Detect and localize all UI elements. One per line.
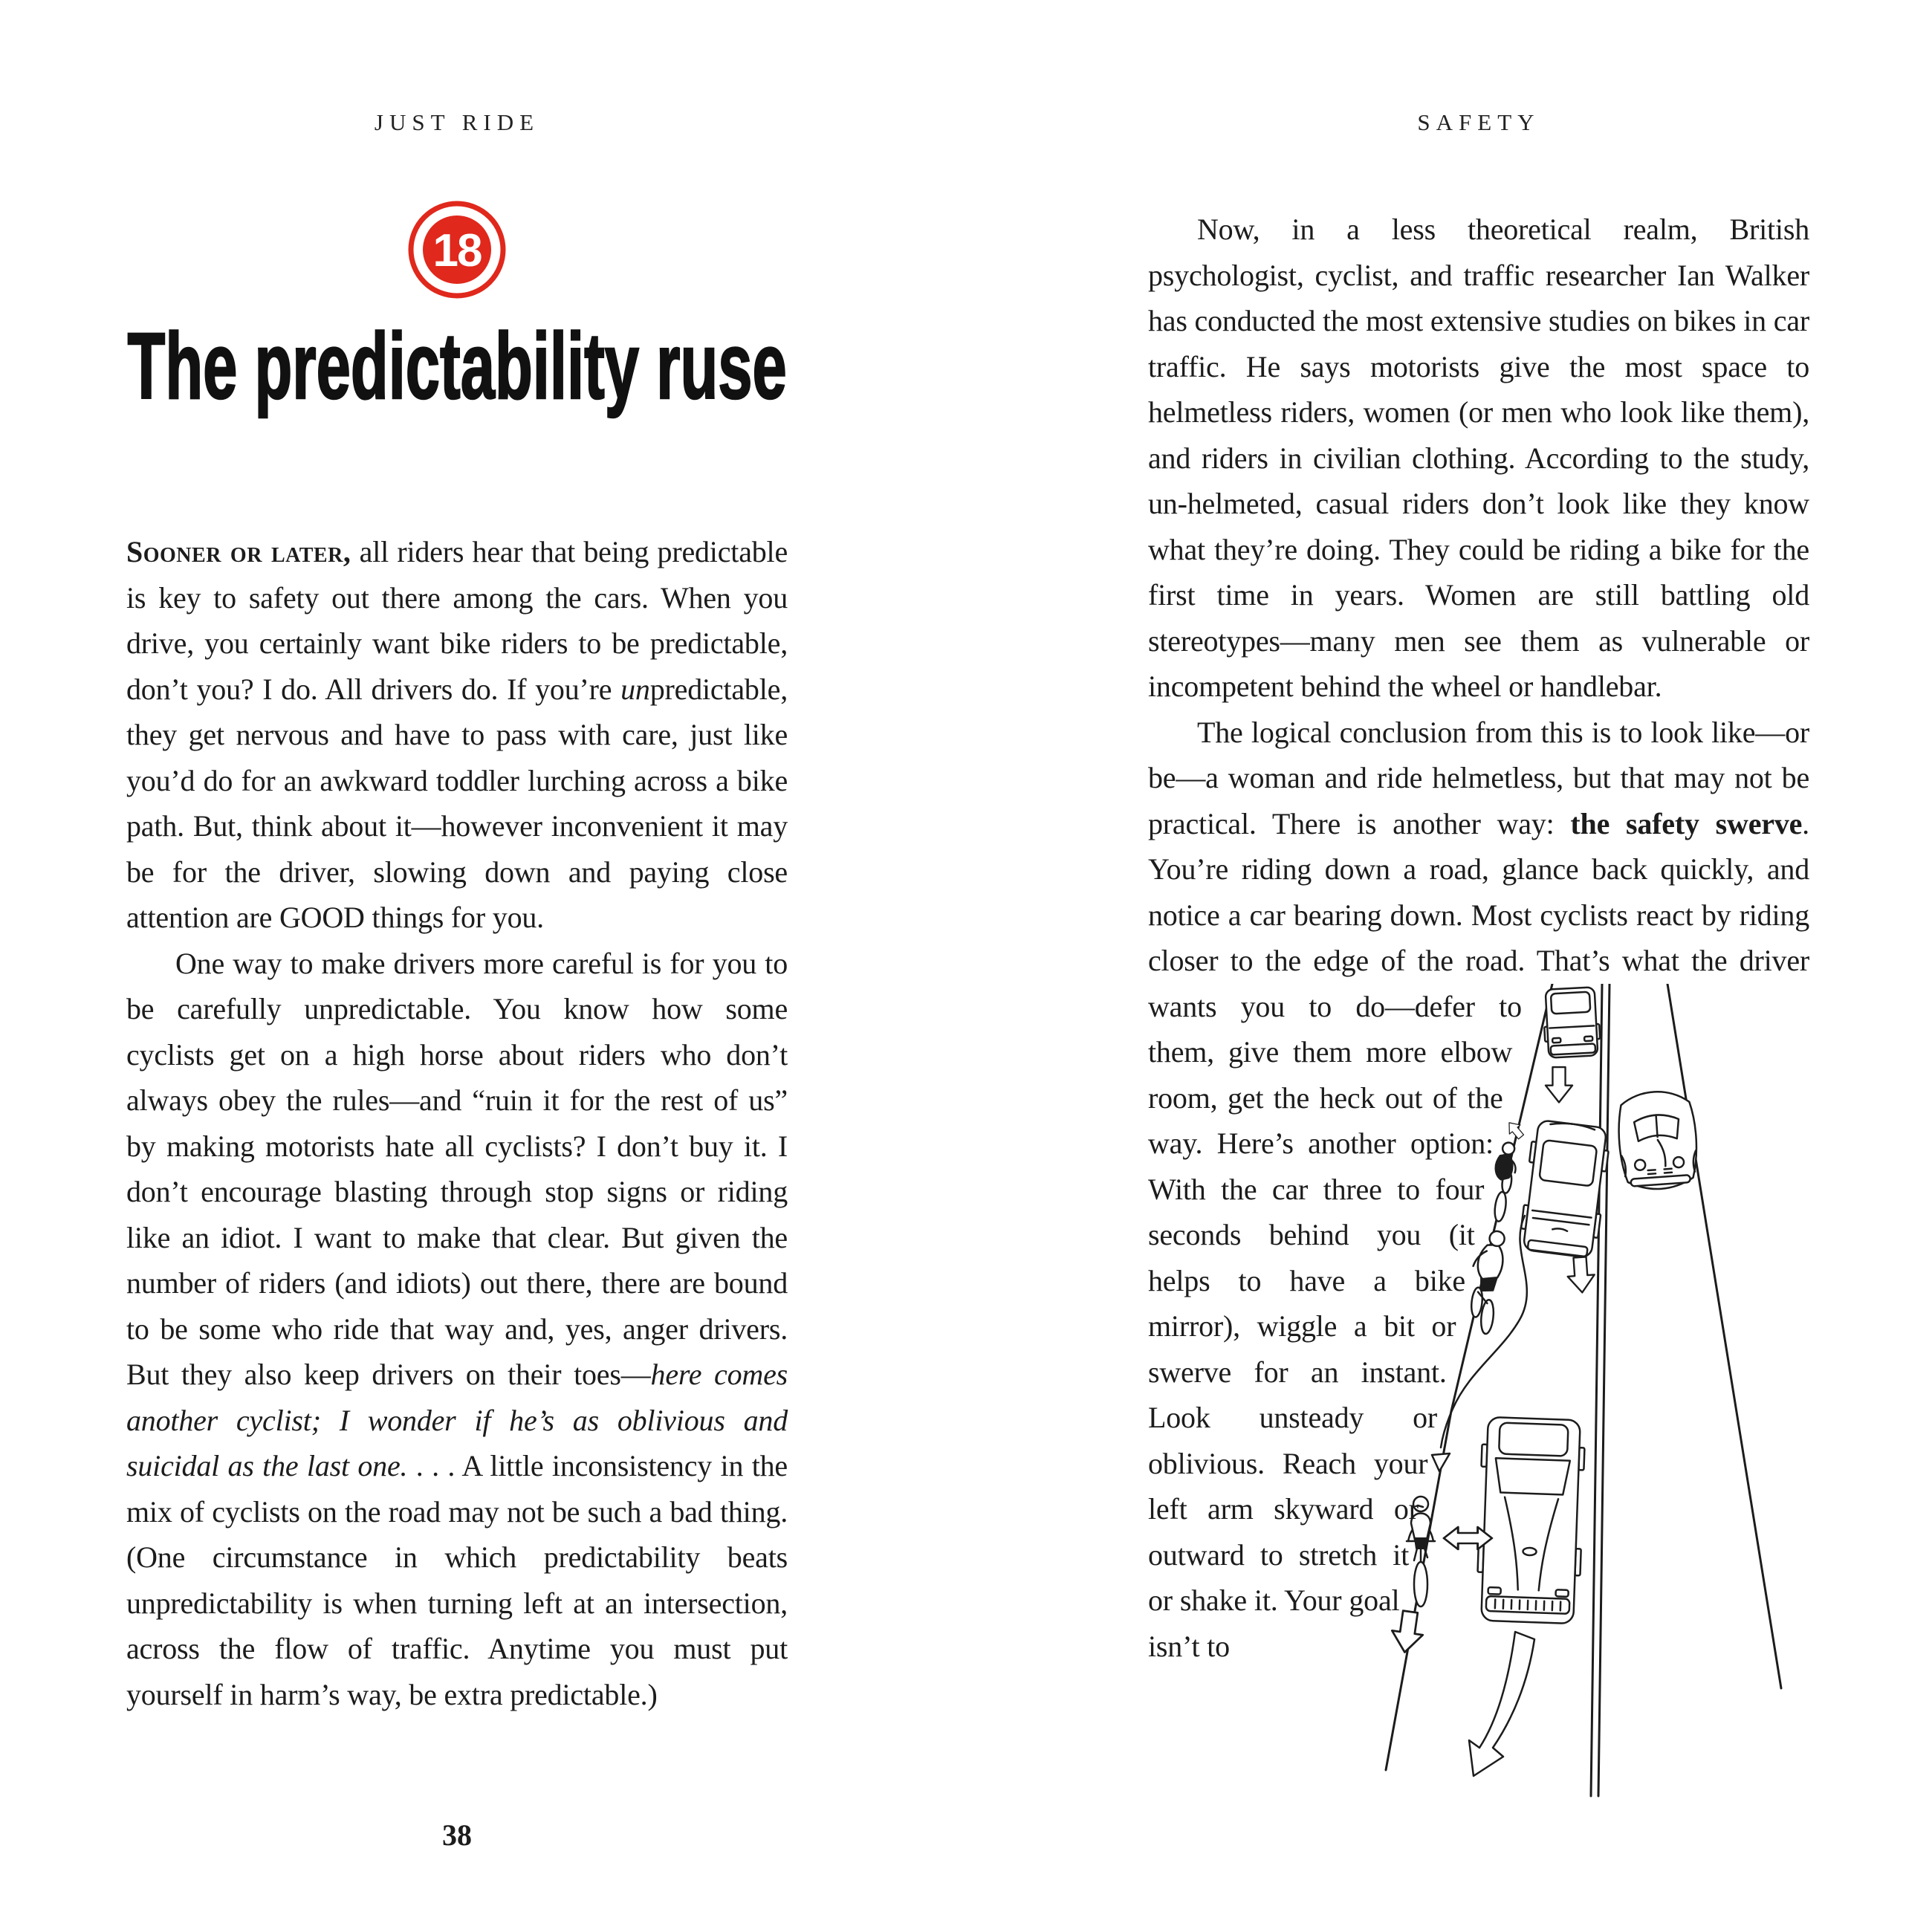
road-illustration: [1371, 984, 1809, 1887]
vw-beetle-oncoming: [1616, 1089, 1699, 1191]
chapter-badge-icon: [405, 198, 509, 302]
arrow-down-middle: [1566, 1256, 1595, 1293]
left-page-body: [126, 529, 788, 1717]
paragraph: Sooner or later, all riders hear that being predictable is key to safety out there among the cars. When you drive, you certainly want bike riders to be predictable, don’t you? I do. All drivers do. If you’re unpredictable, they get nervous and have to pass with care, just like you’d do for an awkward toddler lurching across a bike path. But, think about it—however inconvenient it may be for the driver, slowing down and paying close attention are GOOD things for you.: [126, 535, 788, 934]
chapter-badge: [126, 198, 788, 305]
road-center-line: [1591, 984, 1610, 1796]
chapter-number: 18: [432, 225, 482, 276]
chapter-title: The predictability ruse: [127, 314, 787, 418]
paragraph: Now, in a less theoretical realm, British psychologist, cyclist, and traffic researcher Ian Walker has conducted the most extensive studies on bikes in car traffic. He says motorists give the most space to helmetless riders, women (or men who look like them), and riders in civilian clothing. According to the study, un-helmeted, casual riders don’t look like they know what they’re doing. They could be riding a bike for the first time in years. Women are still battling old stereotypes—many men see them as vulnerable or incompetent behind the wheel or handlebar.: [1148, 213, 1809, 703]
road-right-edge: [1667, 984, 1781, 1688]
page-number: 38: [442, 1818, 472, 1852]
running-head-right: SAFETY: [1417, 109, 1540, 135]
running-head-left: JUST RIDE: [374, 109, 540, 135]
car-rear-middle: [1519, 1119, 1612, 1258]
arrow-down-top: [1546, 1067, 1572, 1103]
right-page-body: [1148, 207, 1809, 1887]
paragraph: The logical conclusion from this is to look like—or be—a woman and ride helmetless, but that may not be practical. There is another way: the safety swerve. You’re riding down a road, glance back quickly, and notice a car bearing down. Most cyclists react by riding closer to the edge of the road. That’s what the driver wants you to do—defer to them, give them more elbow room, get the heck out of the way. Here’s another option: With the car three to four seconds behind you (it helps to have a bike mirror), wiggle a bit or swerve for an instant. Look unsteady or oblivious. Reach your left arm skyward or outward to stretch it or shake it. Your goal isn’t to: [1148, 710, 1809, 1670]
road-scene-drawing: [1371, 984, 1809, 1887]
paragraph: One way to make drivers more careful is for you to be carefully unpredictable. You know how some cyclists get on a high horse about riders who don’t always obey the rules—and “ruin it for the rest of us” by making motorists hate all cyclists? I don’t buy it. I don’t encourage blasting through stop signs or riding like an idiot. I want to make that clear. But given the number of riders (and idiots) out there, there are bound to be some who ride that way and, yes, anger drivers. But they also keep drivers on their toes—here comes another cyclist; I wonder if he’s as oblivious and suicidal as the last one. . . . A little inconsistency in the mix of cyclists on the road may not be such a bad thing. (One circumstance in which predictability beats unpredictability is when turning left at an intersection, across the flow of traffic. Anytime you must put yourself in harm’s way, be extra predictable.): [126, 946, 788, 1711]
arrow-curved-bottom: [1469, 1632, 1534, 1776]
car-front-bottom: [1476, 1416, 1585, 1624]
car-rear-top: [1543, 987, 1601, 1058]
